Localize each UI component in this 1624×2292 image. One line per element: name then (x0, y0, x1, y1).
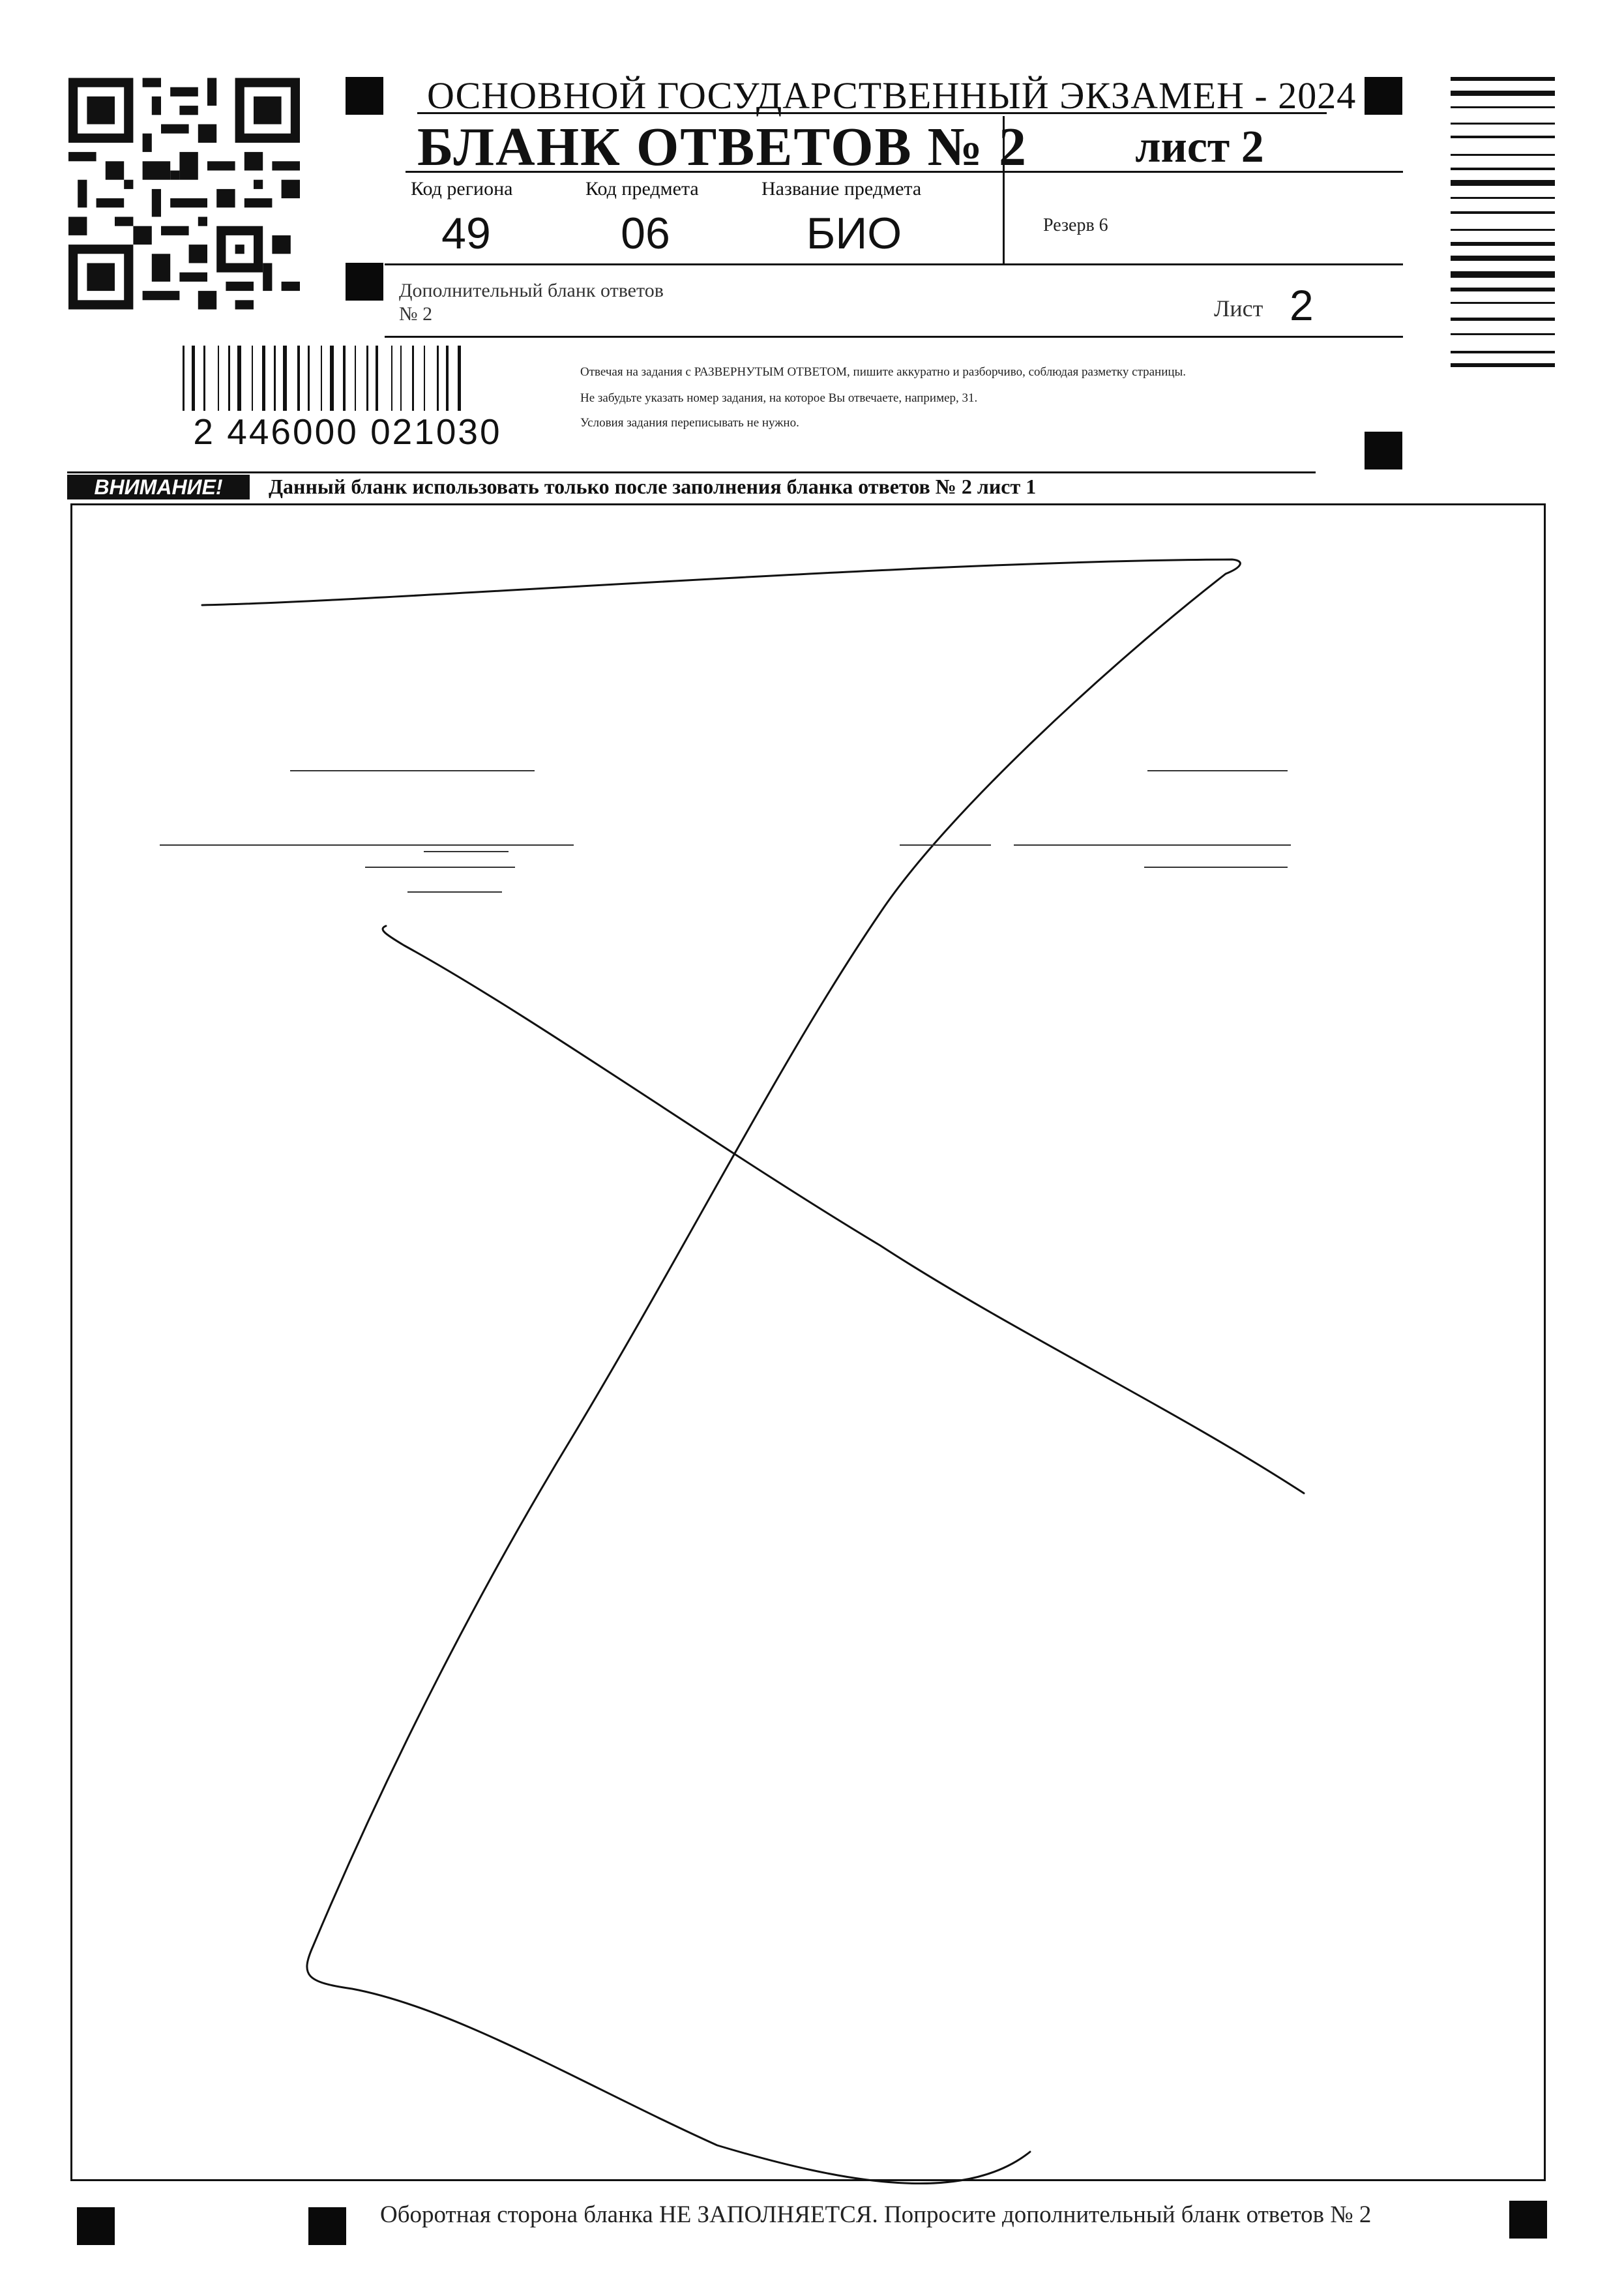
footer-note: Оборотная сторона бланка НЕ ЗАПОЛНЯЕТСЯ. Попросите дополнительный бланк ответов № 2 (380, 2201, 1372, 2228)
additional-form-label: Дополнительный бланк ответов № 2 (399, 280, 664, 325)
region-code-value: 49 (441, 209, 491, 258)
sheet-number-label: Лист (1214, 295, 1263, 321)
instruction-line: Отвечая на задания с РАЗВЕРНУТЫМ ОТВЕТОМ, пишите аккуратно и разборчиво, соблюдая разметку страницы. (580, 365, 1187, 379)
subject-name-value: БИО (806, 209, 902, 258)
barcode-digits: 2 446000 021030 (193, 411, 502, 452)
sheet-title: лист 2 (1135, 122, 1264, 172)
reserve-field: Резерв 6 (1043, 215, 1108, 235)
subject-code-value: 06 (621, 209, 670, 258)
sheet-number: 2 (1290, 281, 1314, 329)
exam-title: ОСНОВНОЙ ГОСУДАРСТВЕННЫЙ ЭКЗАМЕН - 2024 (427, 74, 1357, 117)
instruction-line: Не забудьте указать номер задания, на которое Вы отвечаете, например, 31. (580, 391, 978, 405)
instruction-line: Условия задания переписывать не нужно. (580, 416, 799, 430)
subject-code-label: Код предмета (585, 178, 699, 200)
form-title: БЛАНК ОТВЕТОВ № 2 (417, 117, 1028, 177)
subject-name-label: Название предмета (761, 178, 922, 200)
attention-badge: ВНИМАНИЕ! (67, 475, 250, 499)
region-code-label: Код региона (411, 178, 513, 200)
attention-text: Данный бланк использовать только после заполнения бланка ответов № 2 лист 1 (269, 475, 1037, 498)
